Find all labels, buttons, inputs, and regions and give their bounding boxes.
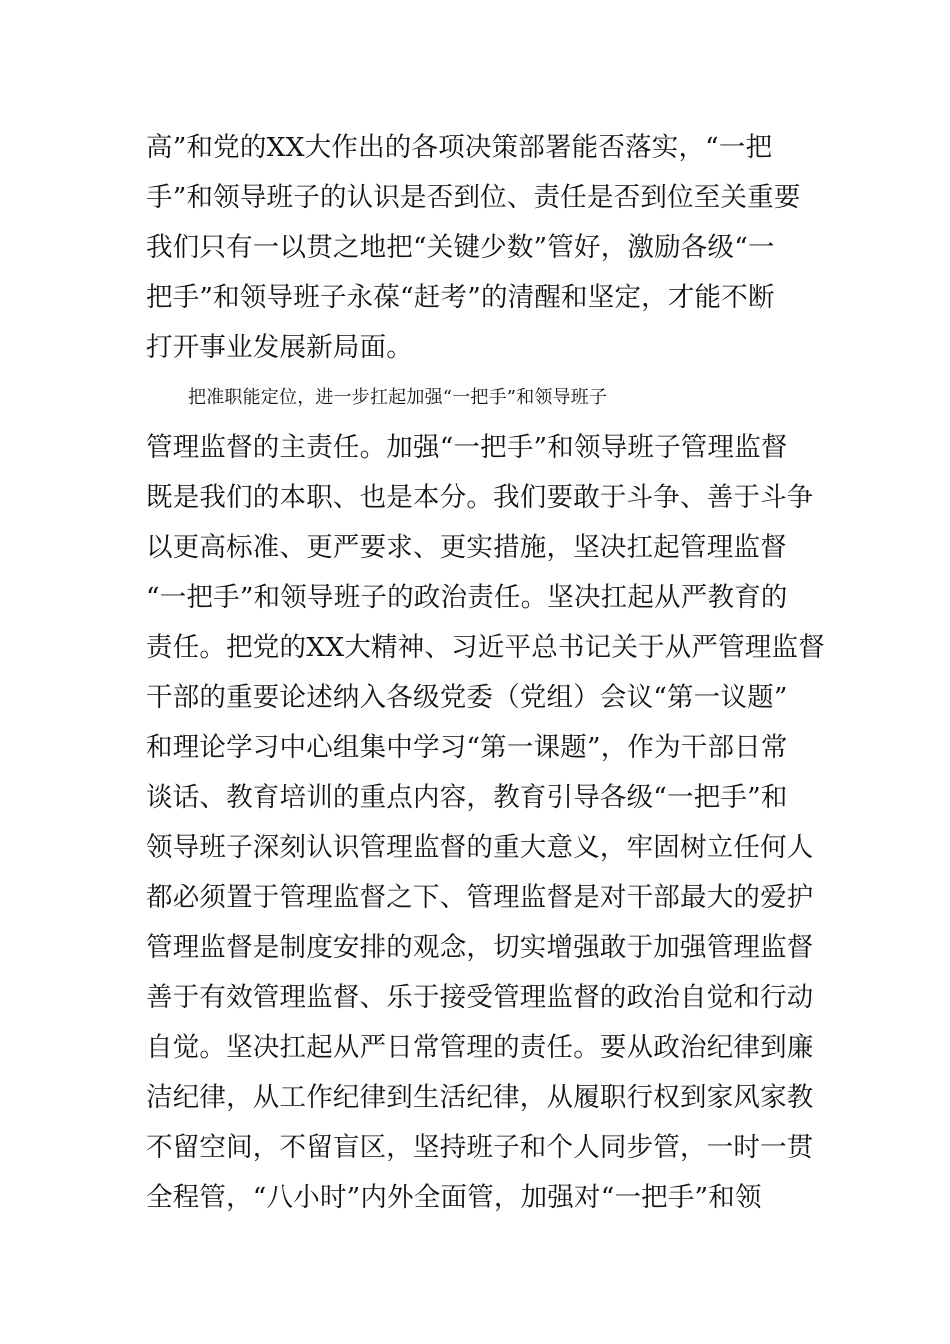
- paragraph-start-line: 把准职能定位，进一步扛起加强“一把手”和领导班子: [188, 387, 608, 408]
- text-line: 管理监督的主责任。加强“一把手”和领导班子管理监督: [146, 432, 788, 463]
- text-line: 善于有效管理监督、乐于接受管理监督的政治自觉和行动: [146, 982, 814, 1013]
- text-line: 以更高标准、更严要求、更实措施，坚决扛起管理监督: [146, 532, 787, 563]
- text-line: 谈话、教育培训的重点内容，教育引导各级“一把手”和: [146, 782, 788, 813]
- text-line: 责任。把党的XX大精神、习近平总书记关于从严管理监督: [146, 632, 825, 663]
- text-line: 都必须置于管理监督之下、管理监督是对干部最大的爱护: [146, 882, 814, 913]
- text-line: 把手”和领导班子永葆“赶考”的清醒和坚定，才能不断: [146, 282, 775, 313]
- text-line: 我们只有一以贯之地把“关键少数”管好，激励各级“一: [146, 232, 775, 263]
- text-line: 干部的重要论述纳入各级党委（党组）会议“第一议题”: [146, 682, 788, 713]
- text-line: 全程管，“八小时”内外全面管，加强对“一把手”和领: [146, 1182, 762, 1213]
- text-line: 手”和领导班子的认识是否到位、责任是否到位至关重要: [146, 182, 801, 213]
- text-line: 洁纪律，从工作纪律到生活纪律，从履职行权到家风家教: [146, 1082, 814, 1113]
- text-line: 既是我们的本职、也是本分。我们要敢于斗争、善于斗争: [146, 482, 814, 513]
- text-line: 领导班子深刻认识管理监督的重大意义，牢固树立任何人: [146, 832, 814, 863]
- text-line: 和理论学习中心组集中学习“第一课题”，作为干部日常: [146, 732, 788, 763]
- text-line: 高”和党的XX大作出的各项决策部署能否落实，“一把: [146, 132, 773, 163]
- text-line: 不留空间，不留盲区，坚持班子和个人同步管，一时一贯: [146, 1132, 814, 1163]
- text-line: 自觉。坚决扛起从严日常管理的责任。要从政治纪律到廉: [146, 1032, 814, 1063]
- text-line: “一把手”和领导班子的政治责任。坚决扛起从严教育的: [146, 582, 788, 613]
- text-line: 管理监督是制度安排的观念，切实增强敢于加强管理监督: [146, 932, 814, 963]
- text-line: 打开事业发展新局面。: [146, 332, 413, 363]
